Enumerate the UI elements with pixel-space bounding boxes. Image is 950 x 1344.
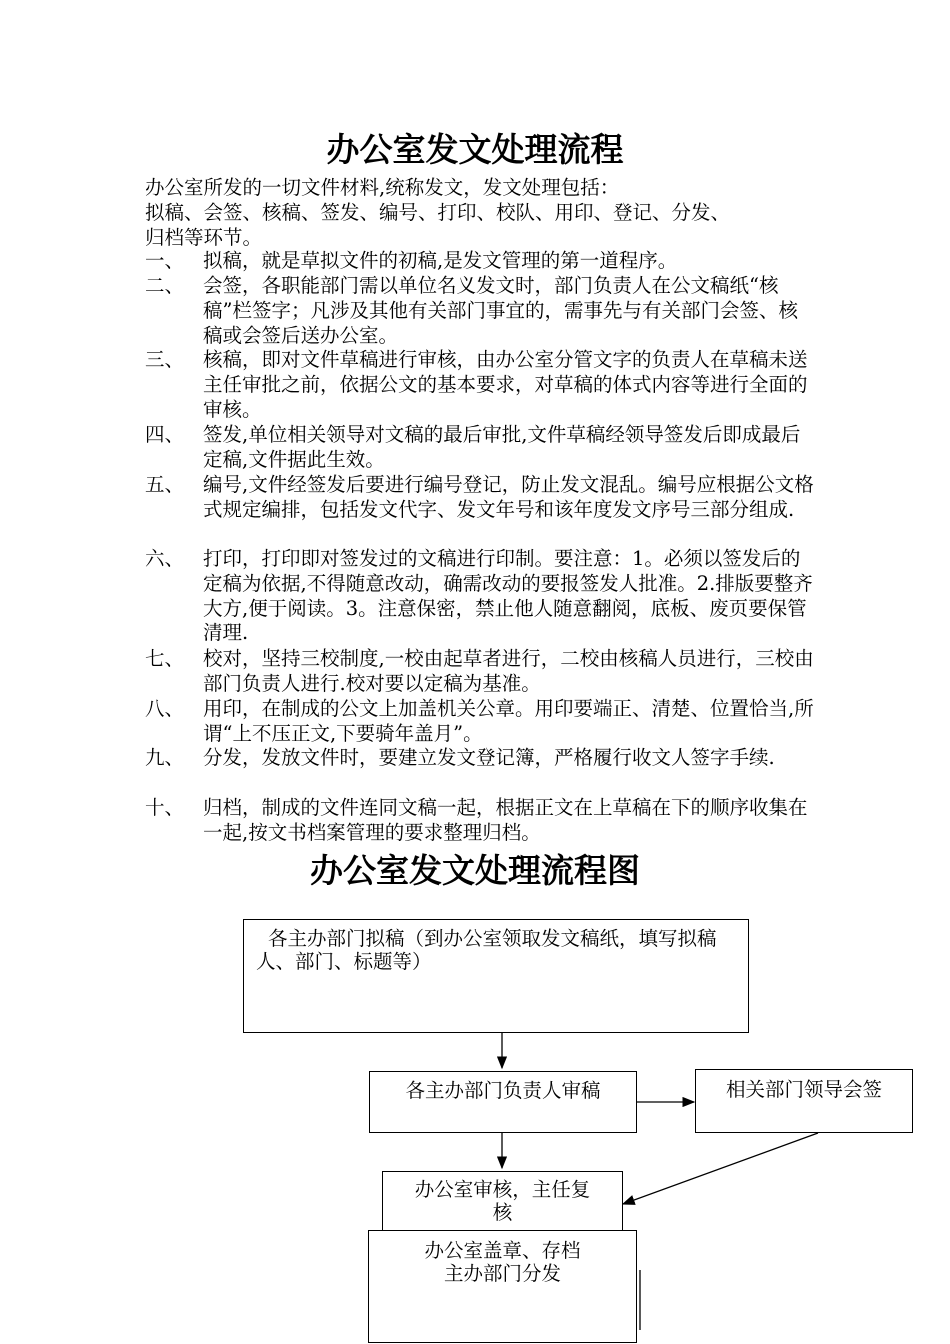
item-number: 三、 xyxy=(145,348,185,371)
page-title: 办公室发文处理流程 xyxy=(326,130,624,169)
item-number: 七、 xyxy=(145,647,185,670)
flow-box-seal-text: 办公室盖章、存档 xyxy=(424,1239,581,1262)
flow-box-office-audit-text: 办公室审核，主任复核 xyxy=(414,1178,591,1224)
arrow-countersign-to-audit xyxy=(623,1133,818,1204)
item-text: 打印，打印即对签发过的文稿进行印制。要注意：1。必须以签发后的定稿为依据,不得随意改动，确需改动的要报签发人批准。2.排版要整齐大方,便于阅读。3。注意保密，禁止他人随意翻阅，底板、废页要保管清理. xyxy=(203,547,813,645)
item-number: 五、 xyxy=(145,473,185,496)
flow-box-draft xyxy=(243,919,749,1033)
item-text: 会签，各职能部门需以单位名义发文时，部门负责人在公文稿纸“核稿”栏签字；凡涉及其他有关部门事宜的，需事先与有关部门会签、核稿或会签后送办公室。 xyxy=(203,274,798,347)
item-text: 分发，发放文件时，要建立发文登记簿，严格履行收文人签字手续. xyxy=(203,746,775,769)
flow-box-draft-text: 各主办部门拟稿（到办公室领取发文稿纸，填写拟稿人、部门、标题等） xyxy=(256,927,717,973)
item-text: 校对，坚持三校制度,一校由起草者进行，二校由核稿人员进行，三校由部门负责人进行.校对要以定稿为基准。 xyxy=(203,647,814,695)
intro-line: 拟稿、会签、核稿、签发、编号、打印、校队、用印、登记、分发、 xyxy=(145,201,731,224)
intro-line: 归档等环节。 xyxy=(145,226,263,249)
item-number: 十、 xyxy=(145,796,185,819)
item-number: 四、 xyxy=(145,423,185,446)
flow-box-office-audit xyxy=(382,1171,623,1231)
item-text: 编号,文件经签发后要进行编号登记，防止发文混乱。编号应根据公文格式规定编排，包括发文代字、发文年号和该年度发文序号三部分组成. xyxy=(203,473,814,521)
item-number: 九、 xyxy=(145,746,185,769)
flowchart-title: 办公室发文处理流程图 xyxy=(310,851,640,890)
item-text: 归档，制成的文件连同文稿一起，根据正文在上草稿在下的顺序收集在一起,按文书档案管理的要求整理归档。 xyxy=(203,796,808,844)
item-text: 核稿，即对文件草稿进行审核，由办公室分管文字的负责人在草稿未送主任审批之前，依据公文的基本要求，对草稿的体式内容等进行全面的审核。 xyxy=(203,348,808,421)
intro-line: 办公室所发的一切文件材料,统称发文，发文处理包括： xyxy=(145,176,620,199)
flow-box-distribute-text: 主办部门分发 xyxy=(443,1262,561,1285)
flow-box-dept-review xyxy=(369,1071,637,1133)
item-text: 拟稿，就是草拟文件的初稿,是发文管理的第一道程序。 xyxy=(203,249,678,272)
flow-box-countersign xyxy=(695,1069,913,1133)
item-number: 二、 xyxy=(145,274,185,297)
flow-box-seal-distribute xyxy=(368,1230,637,1343)
item-text: 用印，在制成的公文上加盖机关公章。用印要端正、清楚、位置恰当,所谓“上不压正文,下要骑年盖月”。 xyxy=(203,697,814,745)
flow-box-countersign-text: 相关部门领导会签 xyxy=(725,1078,882,1101)
item-number: 一、 xyxy=(145,249,185,272)
flow-box-dept-review-text: 各主办部门负责人审稿 xyxy=(405,1079,601,1102)
item-number: 八、 xyxy=(145,697,185,720)
item-number: 六、 xyxy=(145,547,185,570)
item-text: 签发,单位相关领导对文稿的最后审批,文件草稿经领导签发后即成最后定稿,文件据此生效。 xyxy=(203,423,801,471)
